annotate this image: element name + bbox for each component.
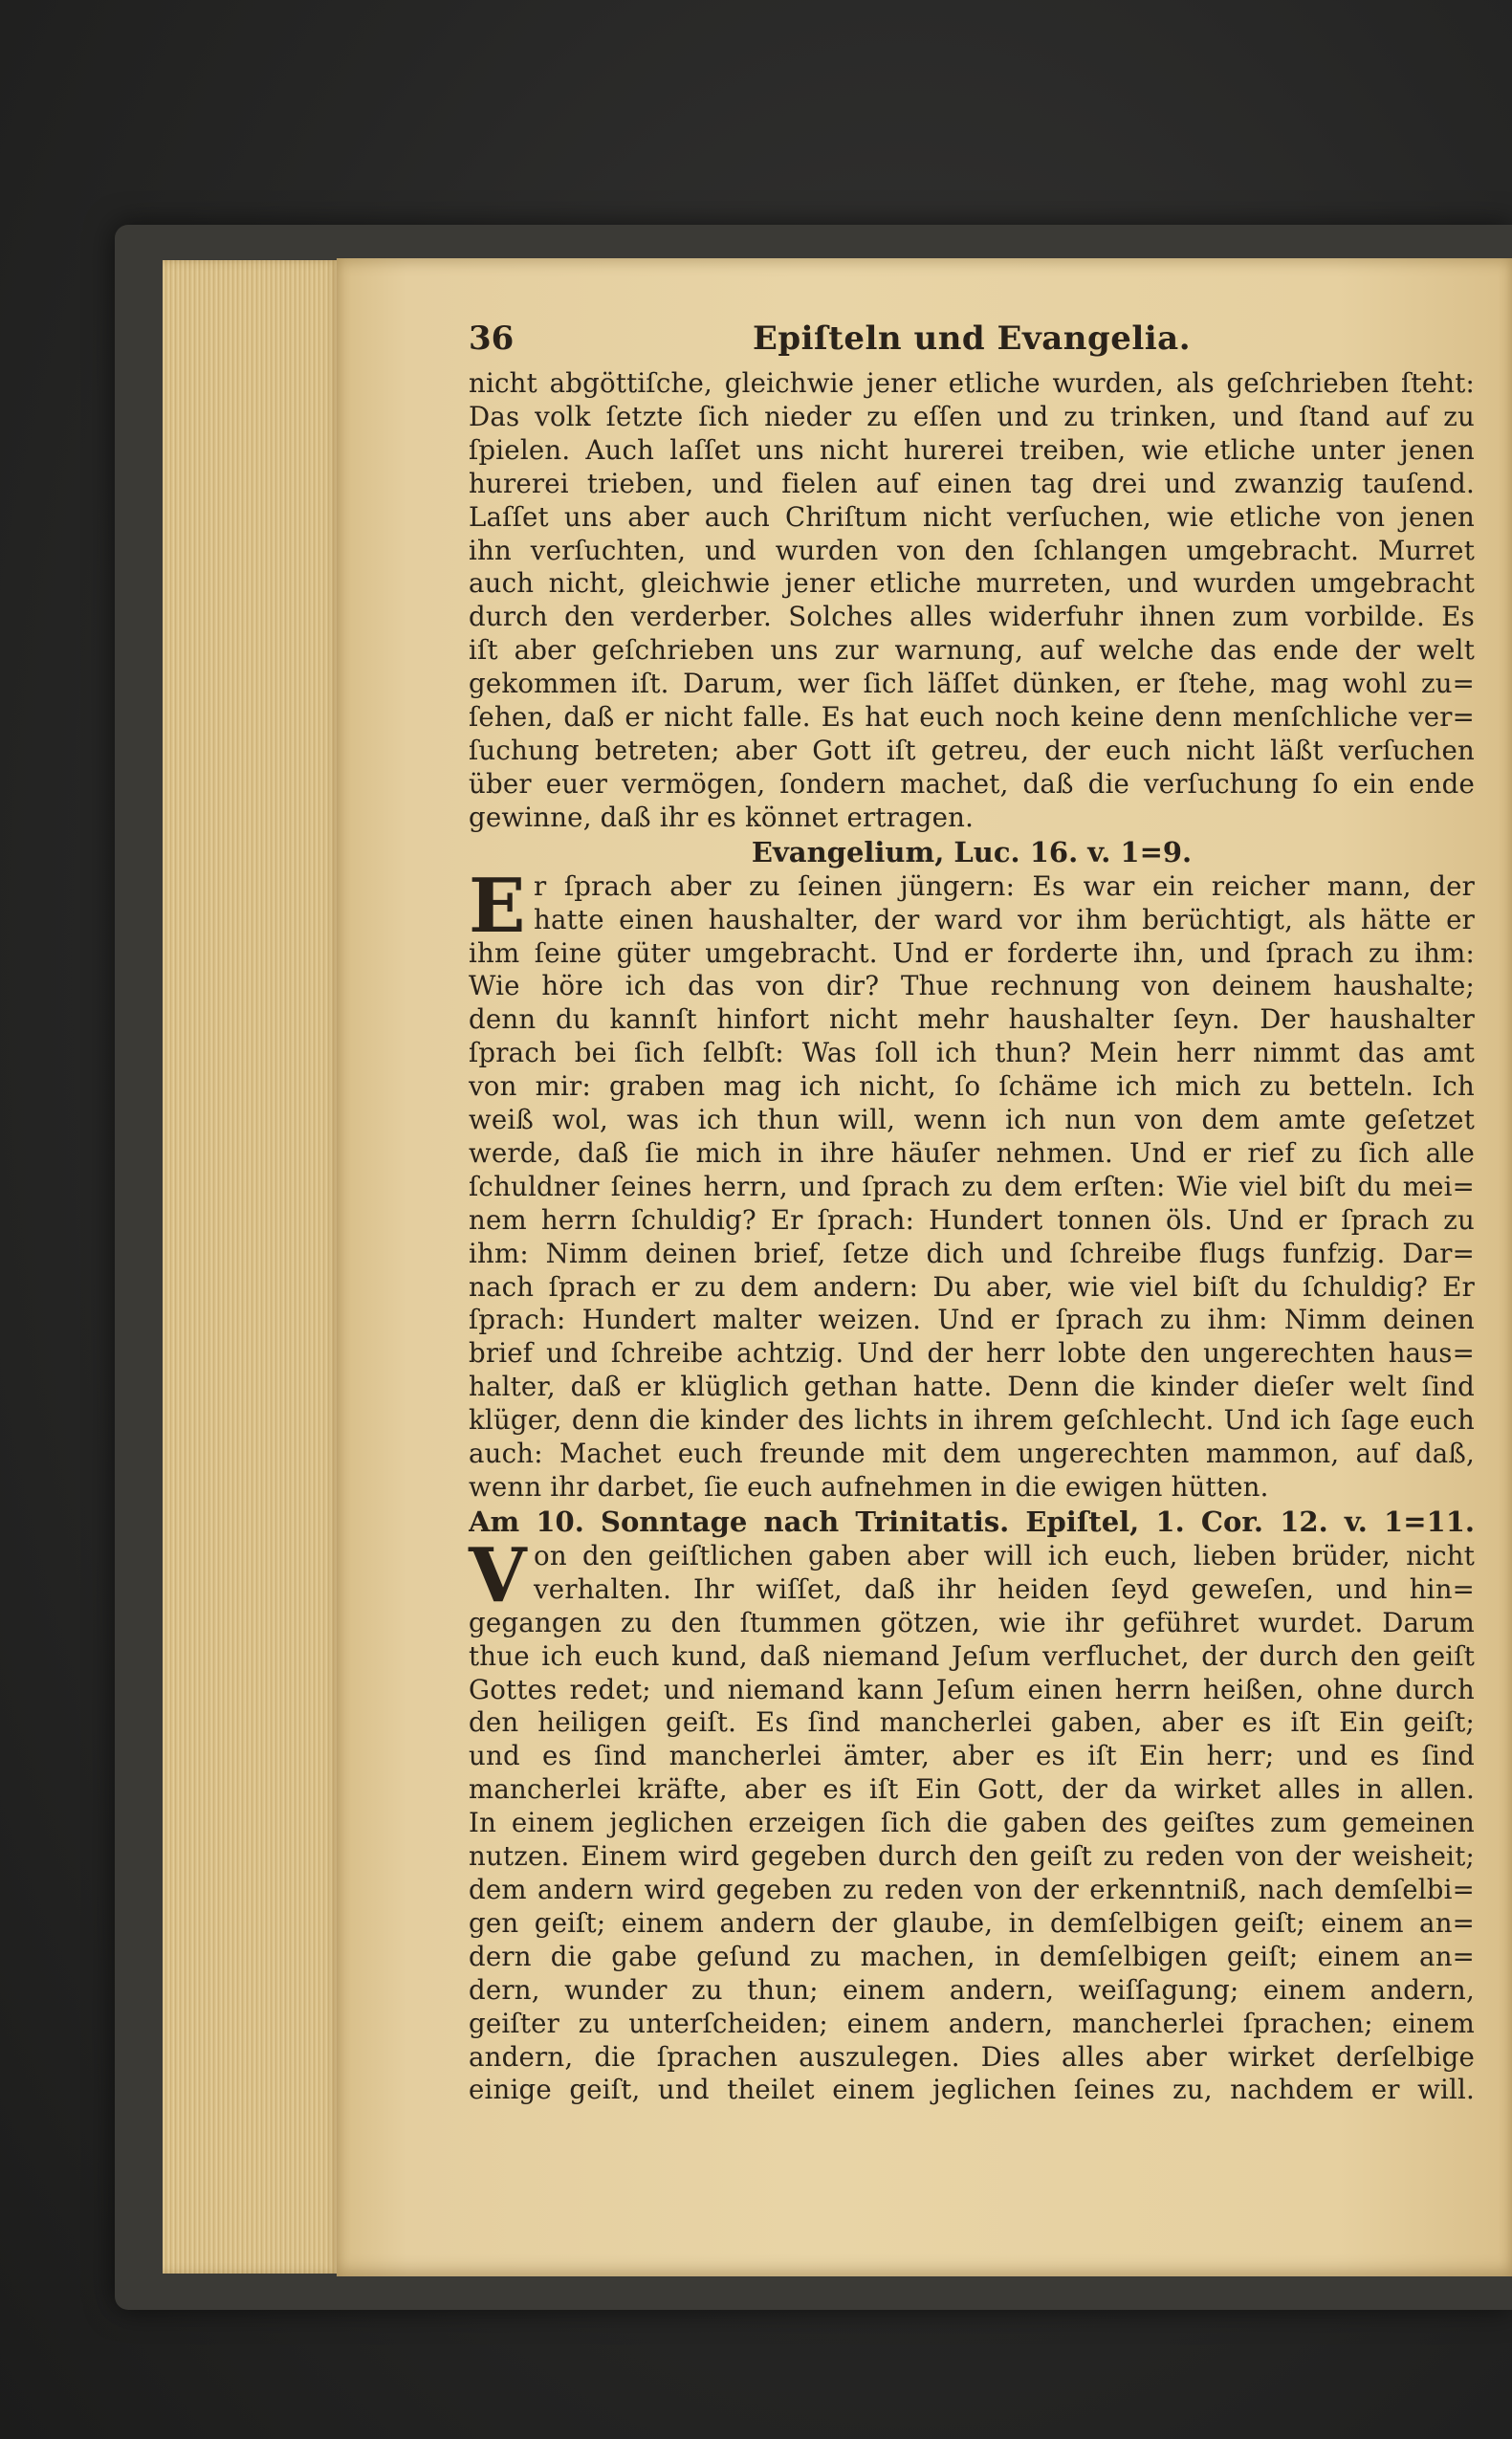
text-line: andern, die ſprachen auszulegen. Dies alles aber wirket derſelbige [469, 2040, 1475, 2073]
text-line: werde, daß ſie mich in ihre häuſer nehmen. Und er rief zu ſich alle [469, 1136, 1475, 1169]
text-line: ſprach: Hundert malter weizen. Und er ſprach zu ihm: Nimm deinen [469, 1304, 1475, 1336]
drop-cap: V [469, 1531, 527, 1619]
text-line: Gottes redet; und niemand kann Jeſum einen herrn heißen, ohne durch [469, 1673, 1475, 1705]
epistle-continuation [469, 367, 1475, 835]
text-line: ihn verſuchten, und wurden von den ſchlangen umgebracht. Murret [469, 534, 1475, 566]
text-line: über euer vermögen, ſondern machet, daß die verſuchung ſo ein ende [469, 767, 1475, 800]
text-line: Laſſet uns aber auch Chriſtum nicht verſuchen, wie etliche von jenen [469, 500, 1475, 533]
text-line: nicht abgöttiſche, gleichwie jener etliche wurden, als geſchrieben ſteht: [469, 367, 1475, 399]
text-line: verhalten. Ihr wiſſet, daß ihr heiden ſeyd geweſen, und hin= [534, 1572, 1475, 1605]
text-line: dern, wunder zu thun; einem andern, weiſſagung; einem andern, [469, 1973, 1475, 2006]
text-line: brief und ſchreibe achtzig. Und der herr lobte den ungerechten haus= [469, 1337, 1475, 1370]
epistle-paragraph [469, 1531, 1475, 2107]
text-line: den heiligen geiſt. Es ſind mancherlei gaben, aber es iſt Ein geiſt; [469, 1706, 1475, 1739]
text-line: ſprach bei ſich ſelbſt: Was ſoll ich thun? Mein herr nimmt das amt [469, 1037, 1475, 1069]
text-line: nem herrn ſchuldig? Er ſprach: Hundert tonnen öls. Und er ſprach zu [469, 1203, 1475, 1236]
text-line: nutzen. Einem wird gegeben durch den geiſt zu reden von der weisheit; [469, 1840, 1475, 1873]
text-line: halter, daß er klüglich gethan hatte. Denn die kinder dieſer welt ſind [469, 1371, 1475, 1403]
epistle-heading: Am 10. Sonntage nach Trinitatis. Epiſtel, 1. Cor. 12. v. 1=11. [469, 1505, 1475, 1538]
running-head [469, 306, 1475, 367]
page-edges [163, 260, 340, 2274]
text-line: denn du kannſt hinfort nicht mehr haushalter ſeyn. Der haushalter [469, 1003, 1475, 1036]
text-line: ihm ſeine güter umgebracht. Und er forderte ihn, und ſprach zu ihm: [469, 936, 1475, 969]
text-line: klüger, denn die kinder des lichts in ihrem geſchlecht. Und ich ſage euch [469, 1404, 1475, 1437]
text-line: weiß wol, was ich thun will, wenn ich nun von dem amte geſetzet [469, 1104, 1475, 1136]
text-line: von mir: graben mag ich nicht, ſo ſchäme ich mich zu betteln. Ich [469, 1070, 1475, 1103]
text-line: gekommen iſt. Darum, wer ſich läſſet dünken, er ſtehe, mag wohl zu= [469, 668, 1475, 700]
text-line: hurerei trieben, und fielen auf einen tag drei und zwanzig tauſend. [469, 467, 1475, 499]
page-content [469, 306, 1475, 2107]
text-line: mancherlei kräfte, aber es iſt Ein Gott, der da wirket alles in allen. [469, 1773, 1475, 1806]
text-line: ſchuldner ſeines herrn, und ſprach zu dem erſten: Wie viel biſt du mei= [469, 1170, 1475, 1202]
text-line: durch den verderber. Solches alles widerfuhr ihnen zum vorbilde. Es [469, 601, 1475, 633]
drop-cap: E [469, 862, 526, 950]
text-line: thue ich euch kund, daß niemand Jeſum verfluchet, der durch den geiſt [469, 1639, 1475, 1672]
text-line: r ſprach aber zu ſeinen jüngern: Es war ein reicher mann, der [534, 869, 1475, 902]
text-line: Das volk ſetzte ſich nieder zu eſſen und zu trinken, und ſtand auf zu [469, 400, 1475, 432]
book-page [337, 258, 1512, 2276]
text-line: gegangen zu den ſtummen götzen, wie ihr geführet wurdet. Darum [469, 1606, 1475, 1638]
text-line: ſehen, daß er nicht falle. Es hat euch noch keine denn menſchliche ver= [469, 701, 1475, 734]
text-line: gewinne, daß ihr es könnet ertragen. [469, 801, 975, 833]
text-line: Wie höre ich das von dir? Thue rechnung von deinem haushalte; [469, 970, 1475, 1002]
text-line: ihm: Nimm deinen brief, ſetze dich und ſchreibe flugs funfzig. Dar= [469, 1237, 1475, 1269]
text-line: ſpielen. Auch laſſet uns nicht hurerei treiben, wie etliche unter jenen [469, 433, 1475, 466]
gospel-heading: Evangelium, Luc. 16. v. 1=9. [751, 835, 1193, 868]
text-line: iſt aber geſchrieben uns zur warnung, auf welche das ende der welt [469, 634, 1475, 667]
text-line: gen geiſt; einem andern der glaube, in demſelbigen geiſt; einem an= [469, 1906, 1475, 1939]
text-line: und es ſind mancherlei ämter, aber es iſt Ein herr; und es ſind [469, 1740, 1475, 1772]
text-line: wenn ihr darbet, ſie euch aufnehmen in die ewigen hütten. [469, 1471, 1269, 1503]
text-line: hatte einen haushalter, der ward vor ihm berüchtigt, als hätte er [534, 903, 1475, 935]
text-line: ſuchung betreten; aber Gott iſt getreu, der euch nicht läßt verſuchen [469, 734, 1475, 766]
text-line: nach ſprach er zu dem andern: Du aber, wie viel biſt du ſchuldig? Er [469, 1270, 1475, 1303]
page-title: Epiſteln und Evangelia. [752, 319, 1192, 358]
text-line: on den geiſtlichen gaben aber will ich euch, lieben brüder, nicht [534, 1539, 1475, 1571]
text-line: In einem jeglichen erzeigen ſich die gaben des geiſtes zum gemeinen [469, 1807, 1475, 1839]
text-line: dem andern wird gegeben zu reden von der erkenntniß, nach demſelbi= [469, 1873, 1475, 1905]
text-line: auch nicht, gleichwie jener etliche murreten, und wurden umgebracht [469, 567, 1475, 600]
text-line: dern die gabe geſund zu machen, in demſelbigen geiſt; einem an= [469, 1940, 1475, 1972]
page-number: 36 [469, 319, 515, 358]
text-line: geiſter zu unterſcheiden; einem andern, mancherlei ſprachen; einem [469, 2007, 1475, 2039]
text-line: einige geiſt, und theilet einem jeglichen ſeines zu, nachdem er will. [469, 2074, 1475, 2106]
gospel-paragraph [469, 862, 1475, 1505]
text-line: auch: Machet euch freunde mit dem ungerechten mammon, auf daß, [469, 1438, 1475, 1470]
